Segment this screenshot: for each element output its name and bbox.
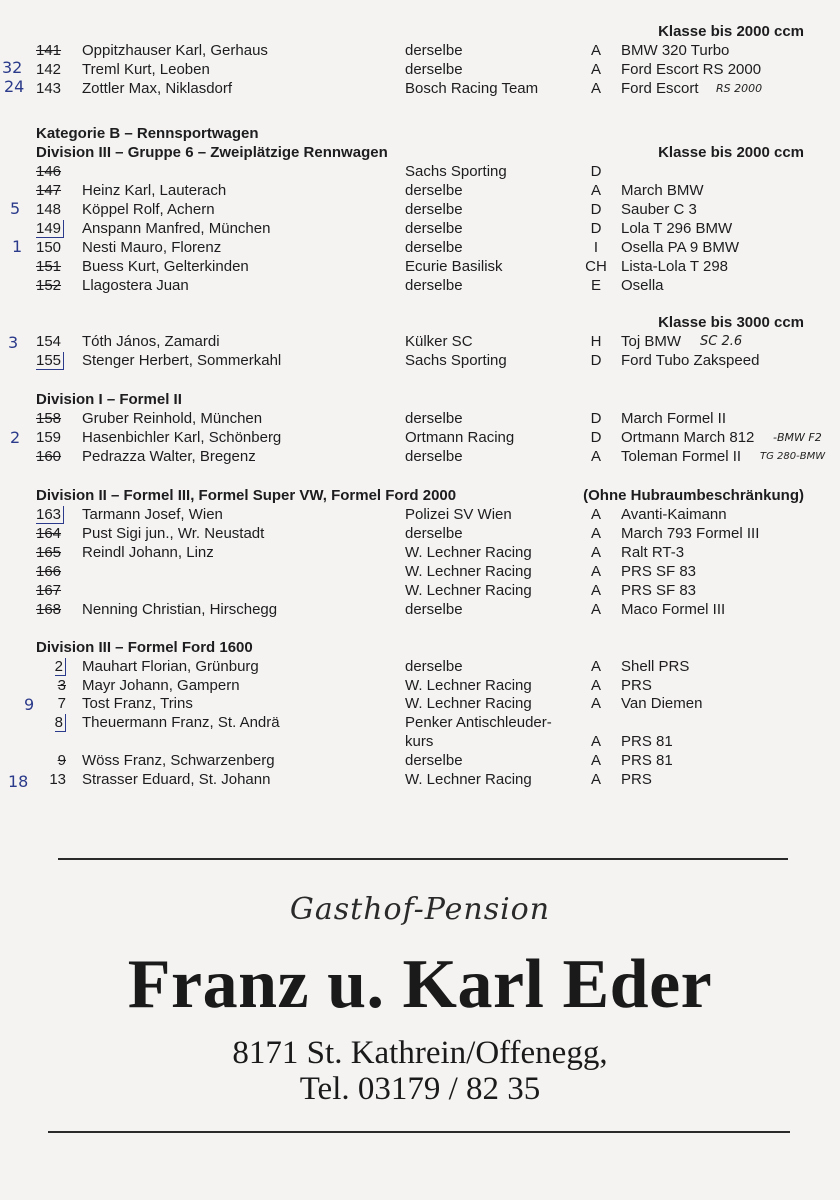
entry-row: [0, 562, 840, 581]
team-name: derselbe: [405, 182, 463, 199]
nationality: A: [590, 733, 601, 750]
handwritten-note: TG 280-BMW: [760, 451, 826, 462]
handwritten-note: SC 2.6: [700, 334, 743, 349]
entry-number: 168: [36, 601, 62, 618]
nationality: H: [590, 333, 602, 350]
driver-name: Theuermann Franz, St. Andrä: [82, 714, 280, 731]
car-name: Toj BMW: [621, 333, 681, 350]
nationality: A: [590, 695, 601, 712]
entry-row: [0, 713, 840, 732]
nationality: A: [590, 525, 601, 542]
entry-number: 9: [57, 752, 66, 769]
team-name: derselbe: [405, 601, 463, 618]
entry-row: [0, 732, 840, 751]
team-name: W. Lechner Racing: [405, 582, 532, 599]
handwritten-note: RS 2000: [716, 82, 763, 95]
entry-row: [0, 276, 840, 295]
class-heading: Klasse bis 2000 ccm: [658, 144, 804, 161]
car-name: Ford Escort RS 2000: [621, 61, 762, 78]
team-name: Ecurie Basilisk: [405, 258, 503, 275]
section-heading: Division III – Gruppe 6 – Zweiplätzige Rennwagen: [36, 144, 388, 161]
handwritten-note: 18: [8, 772, 29, 791]
entry-row: [0, 524, 840, 543]
boxed-number: 155: [36, 352, 64, 370]
driver-name: Heinz Karl, Lauterach: [82, 182, 227, 199]
entry-number: 167: [36, 582, 62, 599]
car-name: PRS: [621, 677, 652, 694]
driver-name: Tóth János, Zamardi: [82, 333, 220, 350]
nationality: A: [590, 658, 601, 675]
nationality: A: [590, 601, 601, 618]
entry-number: 142: [36, 61, 62, 78]
entry-row: [0, 409, 840, 428]
car-name: March BMW: [621, 182, 704, 199]
entry-row: [0, 676, 840, 695]
entry-number: 148: [36, 201, 62, 218]
car-name: PRS 81: [621, 752, 673, 769]
driver-name: Pust Sigi jun., Wr. Neustadt: [82, 525, 265, 542]
boxed-number: 163: [36, 506, 64, 524]
team-name: W. Lechner Racing: [405, 544, 532, 561]
nationality: A: [590, 506, 601, 523]
entry-row: [0, 238, 840, 257]
team-name: W. Lechner Racing: [405, 771, 532, 788]
section-heading: Kategorie B – Rennsportwagen: [36, 125, 259, 142]
nationality: I: [593, 239, 599, 256]
nationality: A: [590, 61, 601, 78]
driver-name: Strasser Eduard, St. Johann: [82, 771, 271, 788]
ad-phone: Tel. 03179 / 82 35: [299, 1071, 541, 1107]
driver-name: Reindl Johann, Linz: [82, 544, 214, 561]
driver-name: Buess Kurt, Gelterkinden: [82, 258, 249, 275]
car-name: Ford Escort: [621, 80, 699, 97]
nationality: CH: [585, 258, 607, 275]
entry-number: 150: [36, 239, 62, 256]
handwritten-note: 9: [24, 695, 35, 714]
entry-number: [36, 219, 74, 238]
boxed-number: 8: [55, 714, 66, 732]
driver-name: Tost Franz, Trins: [82, 695, 193, 712]
nationality: A: [590, 80, 601, 97]
entry-row: [0, 543, 840, 562]
team-name: Sachs Sporting: [405, 352, 507, 369]
team-name: Polizei SV Wien: [405, 506, 512, 523]
entry-row: [0, 657, 840, 676]
nationality: D: [590, 352, 602, 369]
nationality: A: [590, 582, 601, 599]
entry-number: 166: [36, 563, 62, 580]
entry-row: [0, 79, 840, 98]
driver-name: Nenning Christian, Hirschegg: [82, 601, 278, 618]
nationality: D: [590, 220, 602, 237]
boxed-number: 2: [55, 658, 66, 676]
entry-row: [0, 694, 840, 713]
nationality: A: [590, 771, 601, 788]
nationality: A: [590, 563, 601, 580]
driver-name: Köppel Rolf, Achern: [82, 201, 215, 218]
driver-name: Mayr Johann, Gampern: [82, 677, 240, 694]
car-name: Ralt RT-3: [621, 544, 685, 561]
entry-number: 13: [49, 771, 66, 788]
team-name: derselbe: [405, 525, 463, 542]
nationality: D: [590, 163, 602, 180]
handwritten-note: 1: [12, 237, 23, 256]
nationality: E: [590, 277, 601, 294]
team-name: W. Lechner Racing: [405, 563, 532, 580]
team-name: derselbe: [405, 410, 463, 427]
driver-name: Anspann Manfred, München: [82, 220, 271, 237]
team-name: derselbe: [405, 752, 463, 769]
entry-row: [0, 200, 840, 219]
entry-number: 160: [36, 448, 62, 465]
divider: [58, 858, 788, 860]
entry-row: [0, 351, 840, 370]
entry-row: [0, 219, 840, 238]
team-name: derselbe: [405, 42, 463, 59]
entry-number: 151: [36, 258, 62, 275]
team-name: Ortmann Racing: [405, 429, 515, 446]
driver-name: Zottler Max, Niklasdorf: [82, 80, 233, 97]
entry-number: 147: [36, 182, 62, 199]
car-name: Van Diemen: [621, 695, 703, 712]
team-name: derselbe: [405, 239, 463, 256]
entry-number: 3: [57, 677, 66, 694]
entry-number: 141: [36, 42, 62, 59]
entry-row: [0, 447, 840, 466]
car-name: Lola T 296 BMW: [621, 220, 733, 237]
driver-name: Stenger Herbert, Sommerkahl: [82, 352, 282, 369]
team-name: derselbe: [405, 277, 463, 294]
driver-name: Tarmann Josef, Wien: [82, 506, 223, 523]
driver-name: Nesti Mauro, Florenz: [82, 239, 222, 256]
team-name: derselbe: [405, 658, 463, 675]
entry-number: [36, 351, 74, 370]
driver-name: Wöss Franz, Schwarzenberg: [82, 752, 275, 769]
handwritten-note: 24: [4, 77, 25, 96]
driver-name: Pedrazza Walter, Bregenz: [82, 448, 256, 465]
team-name: W. Lechner Racing: [405, 695, 532, 712]
ad-address: 8171 St. Kathrein/Offenegg,: [232, 1035, 608, 1071]
car-name: PRS 81: [621, 733, 673, 750]
car-name: Toleman Formel II: [621, 448, 742, 465]
handwritten-note: 2: [10, 428, 21, 447]
nationality: A: [590, 42, 601, 59]
entry-number: [36, 505, 74, 524]
driver-name: Gruber Reinhold, München: [82, 410, 263, 427]
team-name: Sachs Sporting: [405, 163, 507, 180]
handwritten-note: 3: [8, 333, 19, 352]
driver-name: Llagostera Juan: [82, 277, 189, 294]
team-name: kurs: [405, 733, 434, 750]
car-name: Lista-Lola T 298: [621, 258, 729, 275]
team-name: Bosch Racing Team: [405, 80, 539, 97]
driver-name: Hasenbichler Karl, Schönberg: [82, 429, 282, 446]
car-name: March 793 Formel III: [621, 525, 760, 542]
car-name: Osella: [621, 277, 664, 294]
nationality: D: [590, 201, 602, 218]
car-name: PRS SF 83: [621, 563, 697, 580]
team-name: derselbe: [405, 220, 463, 237]
team-name: Külker SC: [405, 333, 473, 350]
entry-number: 7: [57, 695, 66, 712]
car-name: Maco Formel III: [621, 601, 726, 618]
entry-number: 143: [36, 80, 62, 97]
team-name: derselbe: [405, 448, 463, 465]
team-name: derselbe: [405, 201, 463, 218]
entry-row: [0, 41, 840, 60]
class-heading: Klasse bis 3000 ccm: [658, 314, 804, 331]
entry-row: [0, 505, 840, 524]
entry-row: [0, 162, 840, 181]
boxed-number: 149: [36, 220, 64, 238]
section-heading: Division I – Formel II: [36, 391, 182, 408]
section-heading: Division II – Formel III, Formel Super VW, Formel Ford 2000: [36, 487, 457, 504]
car-name: BMW 320 Turbo: [621, 42, 730, 59]
nationality: A: [590, 544, 601, 561]
entry-number: 164: [36, 525, 62, 542]
entry-row: [0, 257, 840, 276]
entry-row: [0, 581, 840, 600]
car-name: Ford Tubo Zakspeed: [621, 352, 760, 369]
team-name: Penker Antischleuder-: [405, 714, 552, 731]
team-name: W. Lechner Racing: [405, 677, 532, 694]
entry-row: [0, 60, 840, 79]
nationality: D: [590, 429, 602, 446]
driver-name: Mauhart Florian, Grünburg: [82, 658, 259, 675]
nationality: A: [590, 752, 601, 769]
handwritten-note: 32: [2, 58, 23, 77]
car-name: PRS SF 83: [621, 582, 697, 599]
entry-number: 146: [36, 163, 62, 180]
entry-number: 158: [36, 410, 62, 427]
entry-row: [0, 181, 840, 200]
team-name: derselbe: [405, 61, 463, 78]
entry-number: 152: [36, 277, 62, 294]
car-name: Osella PA 9 BMW: [621, 239, 740, 256]
ad-subtitle: Gasthof-Pension: [289, 892, 551, 927]
ad-title: Franz u. Karl Eder: [127, 946, 713, 1023]
entry-row: [0, 600, 840, 619]
nationality: A: [590, 182, 601, 199]
divider: [48, 1131, 790, 1133]
driver-name: Oppitzhauser Karl, Gerhaus: [82, 42, 268, 59]
driver-name: Treml Kurt, Leoben: [82, 61, 210, 78]
car-name: Ortmann March 812: [621, 429, 755, 446]
car-name: PRS: [621, 771, 652, 788]
class-heading: (Ohne Hubraumbeschränkung): [583, 487, 804, 504]
entry-number: [36, 657, 66, 676]
nationality: A: [590, 677, 601, 694]
car-name: Shell PRS: [621, 658, 690, 675]
entry-row: [0, 770, 840, 789]
handwritten-note: -BMW F2: [773, 431, 822, 444]
entry-row: [0, 428, 840, 447]
entry-row: [0, 751, 840, 770]
car-name: Avanti-Kaimann: [621, 506, 727, 523]
car-name: March Formel II: [621, 410, 727, 427]
nationality: A: [590, 448, 601, 465]
handwritten-note: 5: [10, 199, 21, 218]
nationality: D: [590, 410, 602, 427]
car-name: Sauber C 3: [621, 201, 697, 218]
class-heading: Klasse bis 2000 ccm: [658, 23, 804, 40]
entry-number: 154: [36, 333, 62, 350]
entry-number: [36, 713, 66, 732]
section-heading: Division III – Formel Ford 1600: [36, 639, 253, 656]
entry-number: 159: [36, 429, 62, 446]
entry-number: 165: [36, 544, 62, 561]
